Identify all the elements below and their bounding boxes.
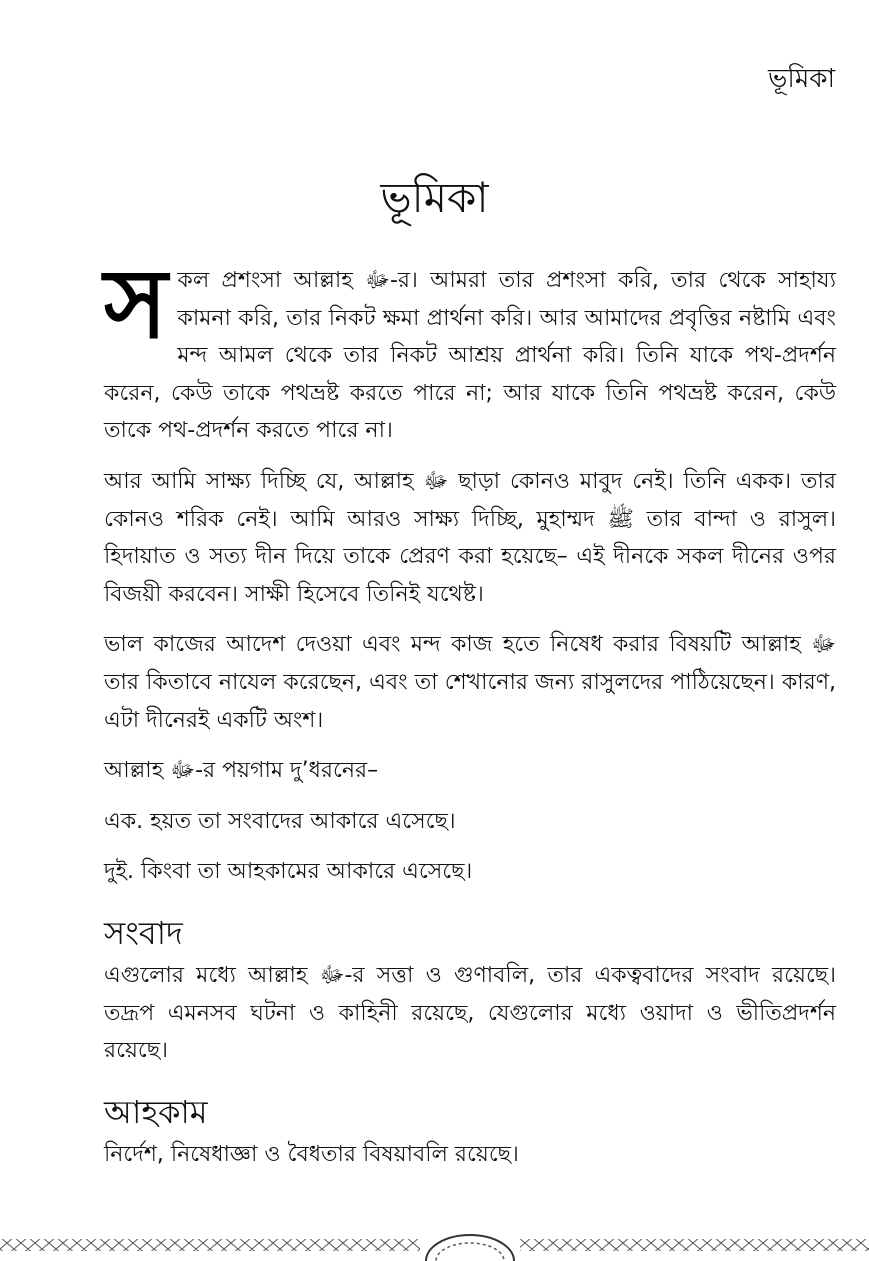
section-heading-ahkam: আহকাম xyxy=(104,1092,208,1131)
paragraph-message-types: আল্লাহ ﷻ-র পয়গাম দু’ধরনের– xyxy=(104,758,379,784)
page-title: ভূমিকা xyxy=(380,173,489,222)
section-heading-news: সংবাদ xyxy=(104,913,183,952)
list-item-one: এক. হয়ত তা সংবাদের আকারে এসেছে। xyxy=(104,808,456,834)
body-text xyxy=(104,247,836,1186)
paragraph-intro xyxy=(104,247,836,450)
running-head: ভূমিকা xyxy=(768,64,835,94)
paragraph-intro-text: কল প্রশংসা আল্লাহ ﷻ-র। আমরা তার প্রশংসা করি, তার থেকে সাহায্য কামনা করি, তার নিকট ক্ষমা প্রার্থনা করি। আর আমাদের প্রবৃত্তির নষ্টামি এবং মন্দ আমল থেকে তার নিকট আশ্রয় প্রার্থনা করি। তিনি যাকে পথ-প্রদর্শন করেন, কেউ তাকে পথভ্রষ্ট করতে পারে না; আর যাকে তিনি পথভ্রষ্ট করেন, কেউ তাকে পথ-প্রদর্শন করতে পারে না। xyxy=(104,268,836,444)
page-number-medallion xyxy=(426,1235,514,1261)
paragraph-testimony: আর আমি সাক্ষ্য দিচ্ছি যে, আল্লাহ ﷻ ছাড়া কোনও মাবুদ নেই। তিনি একক। তার কোনও শরিক নেই। আমি আরও সাক্ষ্য দিচ্ছি, মুহাম্মদ ﷺ তার বান্দা ও রাসুল। হিদায়াত ও সত্য দীন দিয়ে তাকে প্রেরণ করা হয়েছে– এই দীনকে সকল দীনের ওপর বিজয়ী করবেন। সাক্ষী হিসেবে তিনিই যথেষ্ট। xyxy=(104,468,836,607)
drop-cap: স xyxy=(104,247,168,360)
section-body-ahkam: নির্দেশ, নিষেধাজ্ঞা ও বৈধতার বিষয়াবলি রয়েছে। xyxy=(104,1141,519,1167)
section-body-news: এগুলোর মধ্যে আল্লাহ ﷻ-র সত্তা ও গুণাবলি, তার একত্ববাদের সংবাদ রয়েছে। তদ্রূপ এমনসব ঘটনা ও কাহিনী রয়েছে, যেগুলোর মধ্যে ওয়াদা ও ভীতিপ্রদর্শন রয়েছে। xyxy=(104,962,836,1064)
footer-ornament xyxy=(0,1231,869,1261)
list-item-two: দুই. কিংবা তা আহকামের আকারে এসেছে। xyxy=(104,859,473,885)
paragraph-command: ভাল কাজের আদেশ দেওয়া এবং মন্দ কাজ হতে নিষেধ করার বিষয়টি আল্লাহ ﷻ তার কিতাবে নাযেল করেছেন, এবং তা শেখানোর জন্য রাসুলদের পাঠিয়েছেন। কারণ, এটা দীনেরই একটি অংশ। xyxy=(104,632,836,733)
